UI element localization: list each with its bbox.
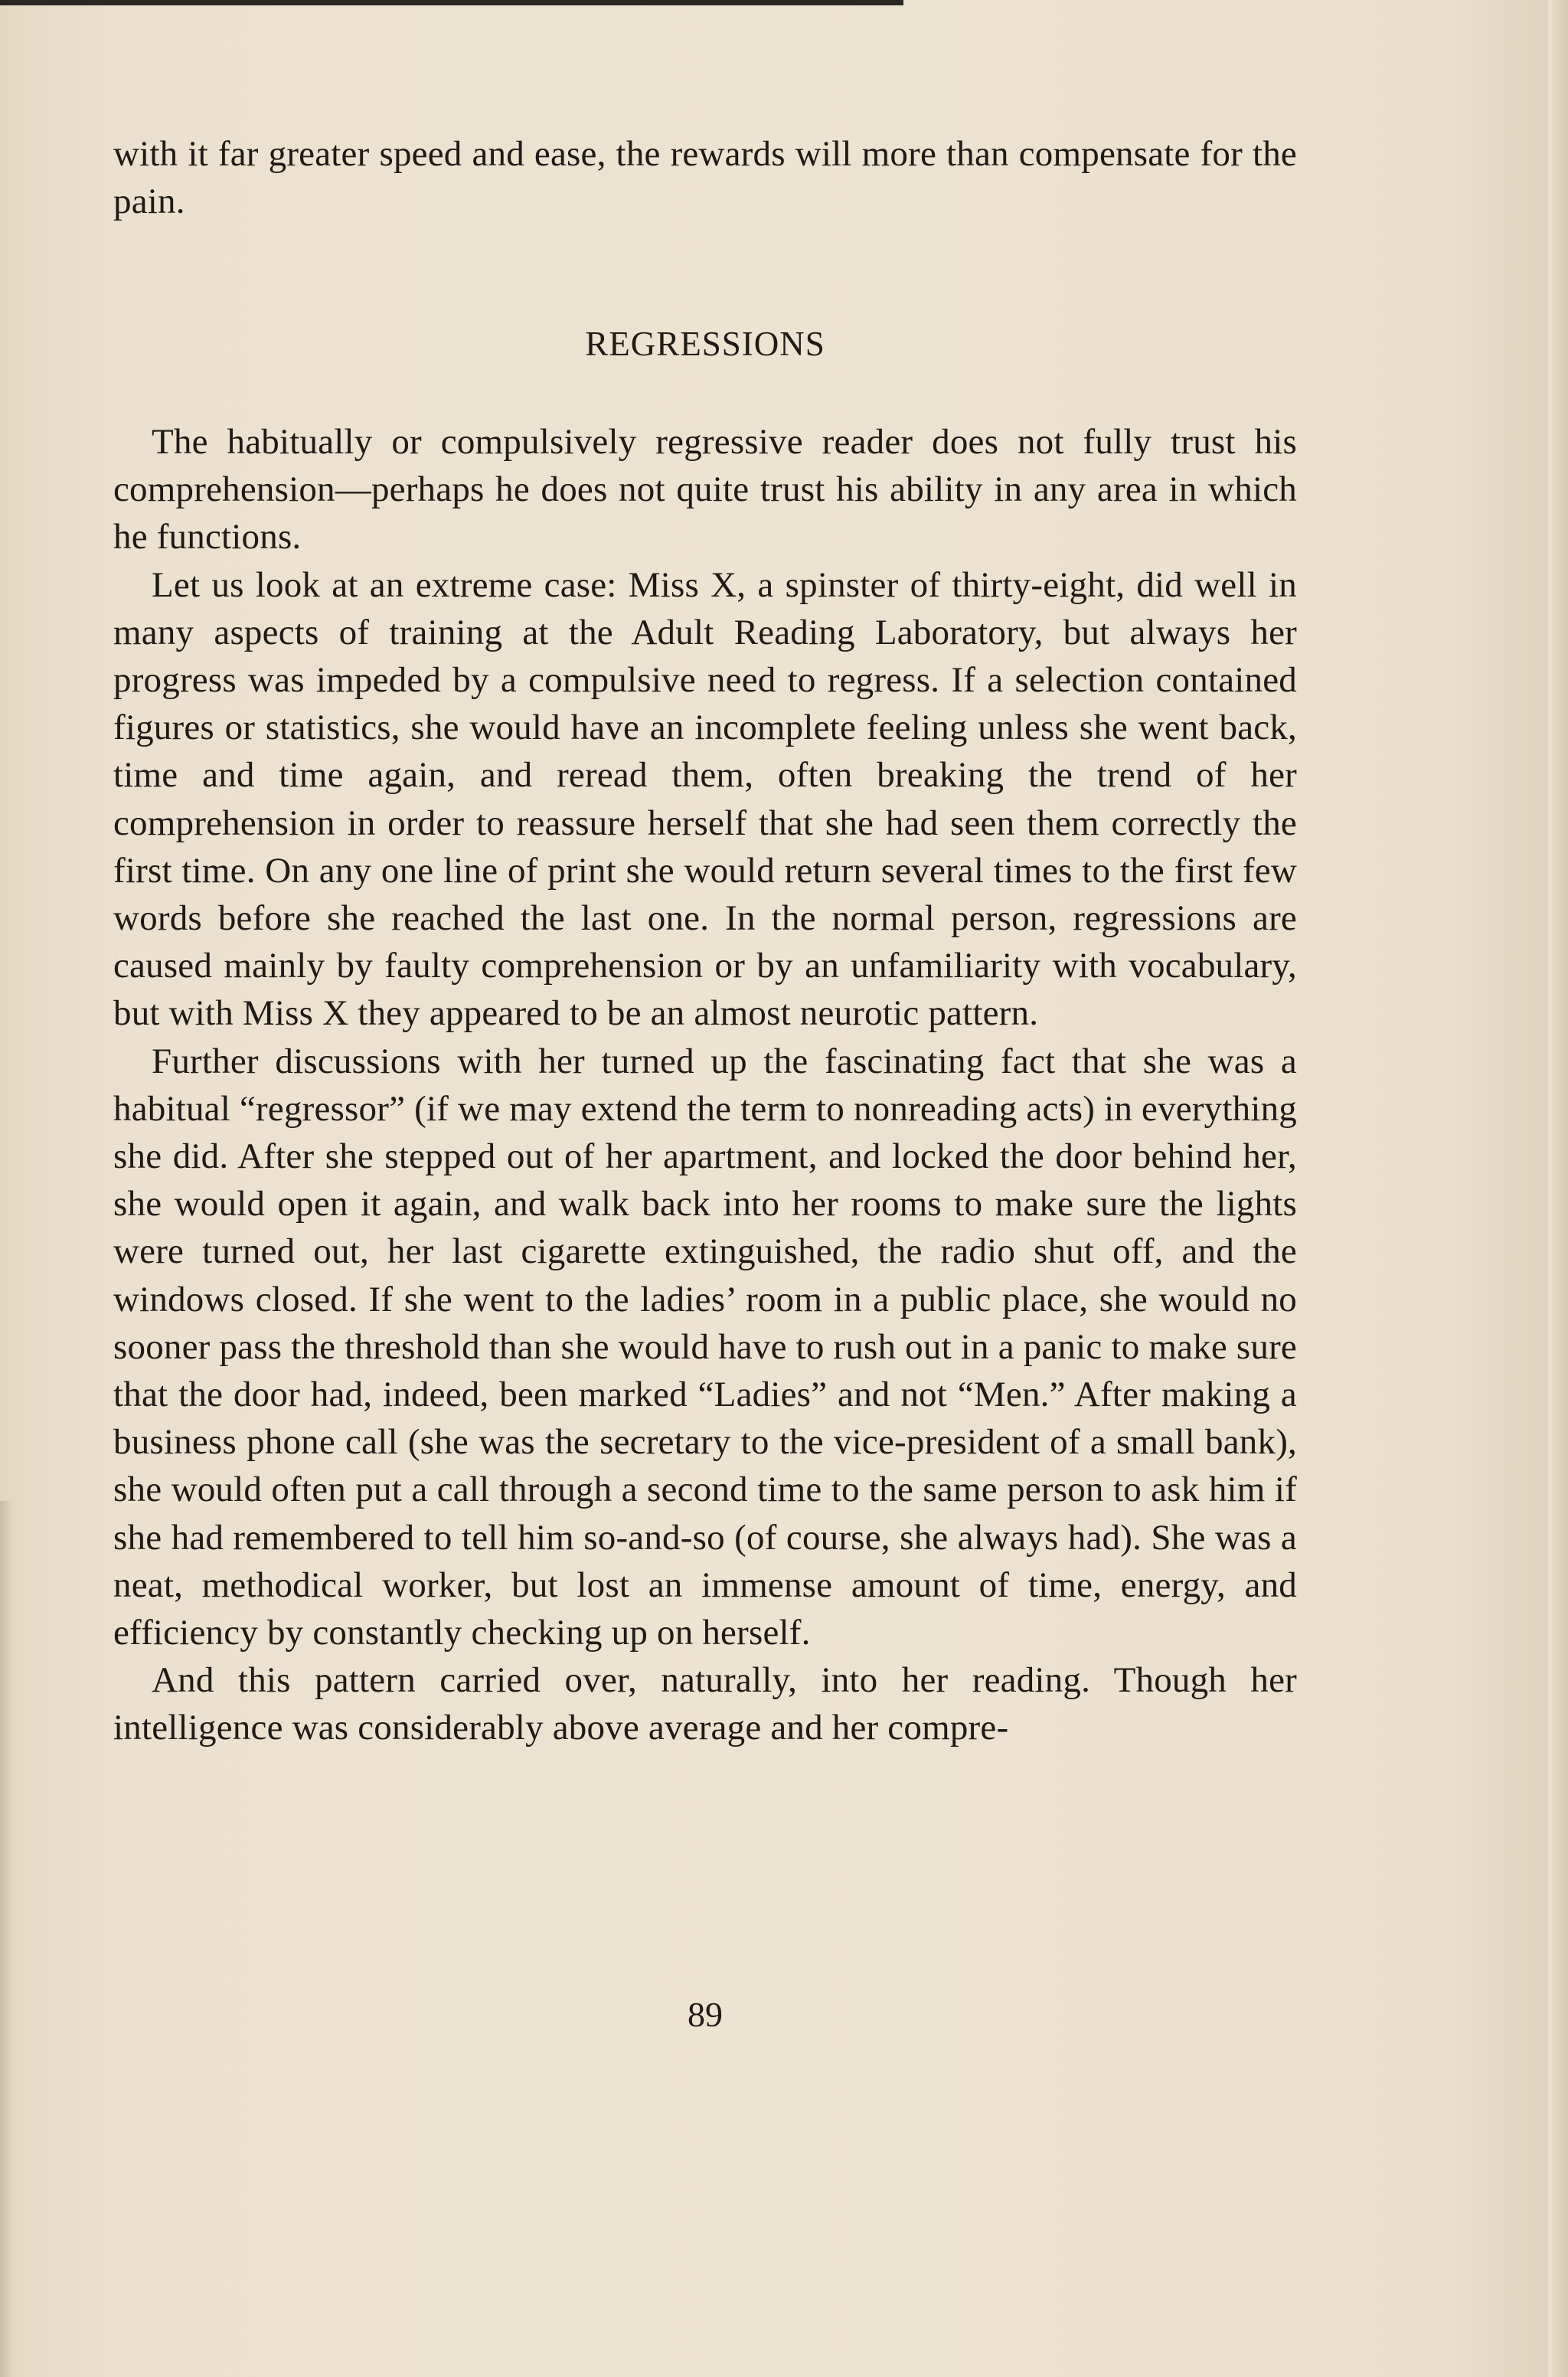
binding-edge: [0, 1501, 12, 2377]
page-number: 89: [688, 1995, 723, 2034]
page-edge: [1548, 0, 1568, 2377]
page-top-shadow: [0, 0, 903, 5]
section-heading: REGRESSIONS: [585, 325, 825, 363]
paragraph: Let us look at an extreme case: Miss X, a spinster of thirty-eight, did well in many aspects of training at the Adult Reading Laboratory, but always her progress was impeded by a compulsive need to regress. If a selection contained figures or statistics, she would have an incomplete feeling unless she went back, time and time again, and reread them, often breaking the trend of her comprehension in order to reassure herself that she had seen them correctly the first time. On any one line of print she would return several times to the first few words before she reached the last one. In the normal person, regressions are caused mainly by faulty comprehension or by an unfamiliarity with vocabulary, but with Miss X they appeared to be an almost neurotic pattern.: [113, 564, 1297, 1034]
lead-paragraph: with it far greater speed and ease, the rewards will more than compensate for the pain.: [113, 134, 1297, 222]
paragraph: Further discussions with her turned up the fascinating fact that she was a habitual “regressor” (if we may extend the term to nonreading acts) in everything she did. After she stepped out of her apartment, and locked the door behind her, she would open it again, and walk back into her rooms to make sure the lights were turned out, her last cigarette extinguished, the radio shut off, and the windows closed. If she went to the ladies’ room in a public place, she would no sooner pass the threshold than she would have to rush out in a panic to make sure that the door had, indeed, been marked “Ladies” and not “Men.” After making a business phone call (she was the secretary to the vice-president of a small bank), she would often put a call through a second time to the same person to ask him if she had remembered to tell him so-and-so (of course, she always had). She was a neat, methodical worker, but lost an immense amount of time, energy, and efficiency by constantly checking up on herself.: [113, 1041, 1297, 1653]
lead-text: [113, 130, 1297, 225]
paragraph: And this pattern carried over, naturally, into her reading. Though her intelligence was considerably above average and her compre-: [113, 1660, 1297, 1748]
body-text: [113, 418, 1297, 1752]
paragraph: The habitually or compulsively regressive reader does not fully trust his comprehension—perhaps he does not quite trust his ability in any area in which he functions.: [113, 422, 1297, 557]
